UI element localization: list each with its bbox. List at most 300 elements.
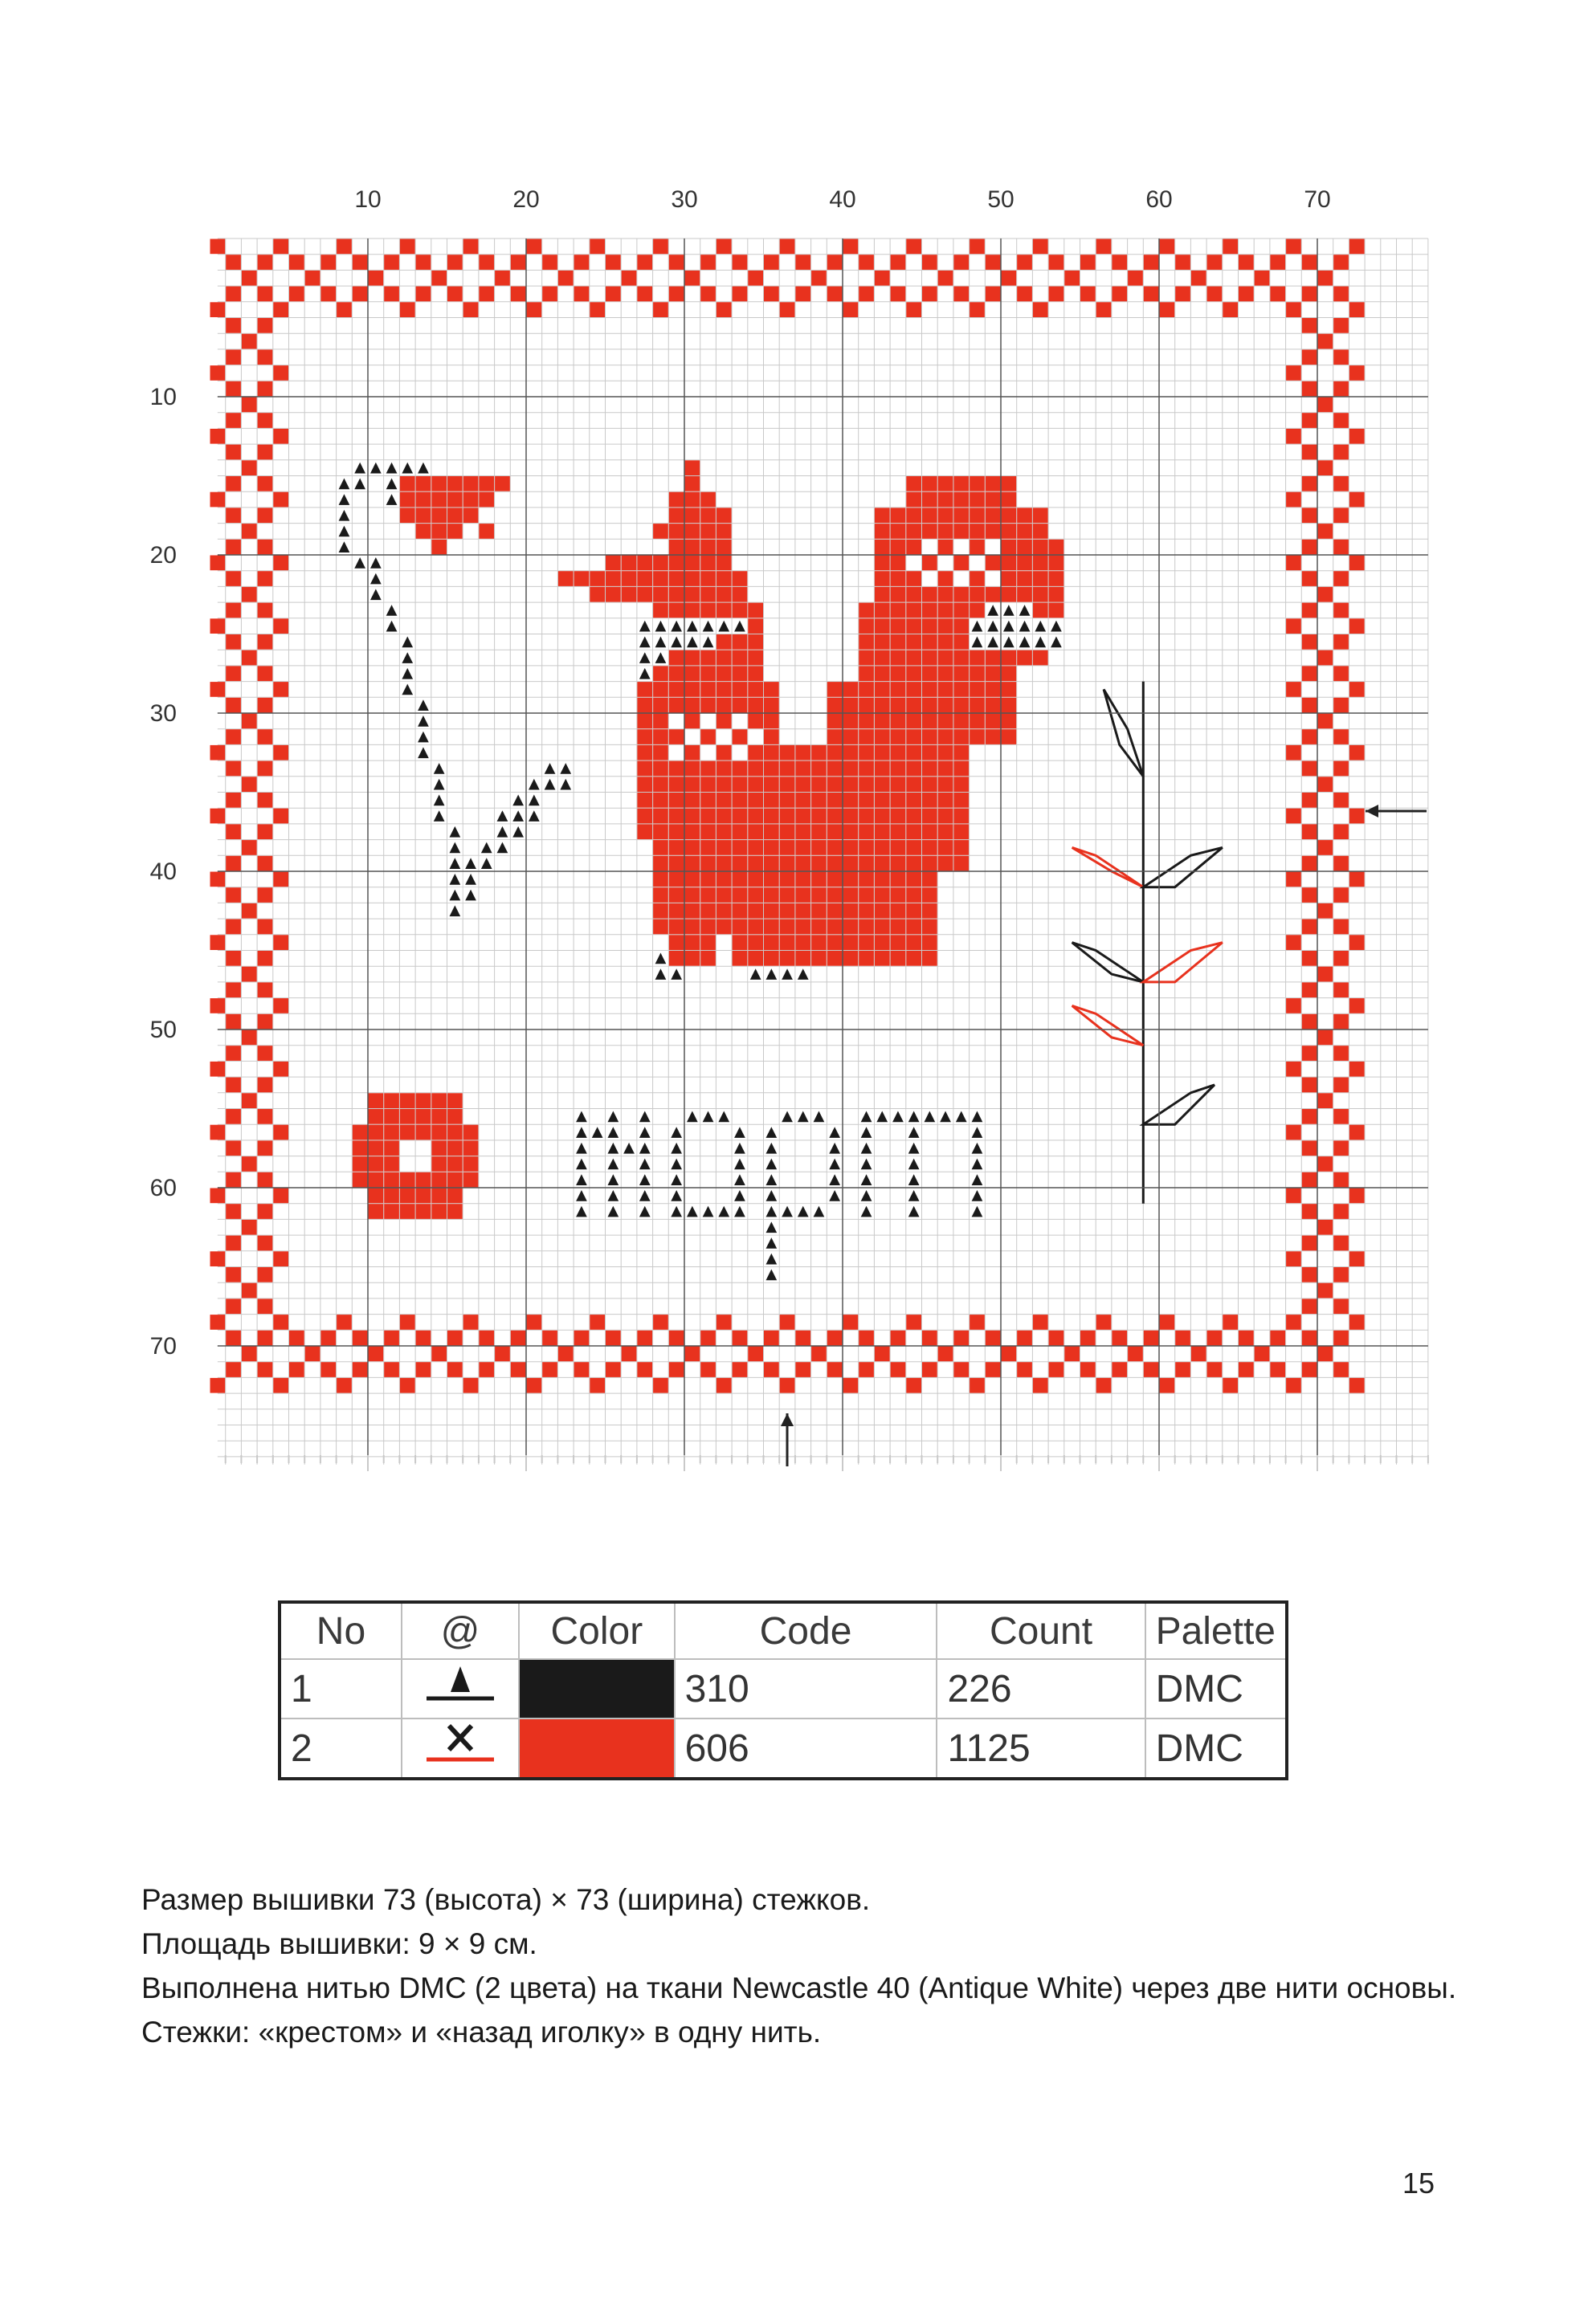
red-stitch	[653, 777, 668, 792]
red-stitch	[210, 872, 226, 887]
red-stitch	[273, 1251, 288, 1266]
red-stitch	[970, 714, 985, 729]
red-stitch	[906, 508, 921, 523]
red-stitch	[653, 524, 668, 539]
red-stitch	[875, 618, 890, 634]
red-stitch	[1349, 745, 1365, 760]
red-stitch	[891, 571, 906, 586]
red-stitch	[558, 1347, 574, 1362]
red-stitch	[891, 540, 906, 555]
red-stitch	[1318, 271, 1333, 286]
red-stitch	[637, 729, 652, 744]
red-stitch	[1333, 349, 1349, 365]
red-stitch	[922, 287, 937, 302]
red-stitch	[226, 1014, 241, 1029]
red-stitch	[400, 1204, 415, 1219]
red-stitch	[210, 556, 226, 571]
red-stitch	[1333, 666, 1349, 681]
red-stitch	[527, 1378, 542, 1393]
red-stitch	[922, 745, 937, 760]
red-stitch	[669, 524, 684, 539]
red-stitch	[700, 698, 716, 713]
red-stitch	[875, 1347, 890, 1362]
triangle-symbol-icon	[402, 1659, 519, 1719]
red-stitch	[1318, 714, 1333, 729]
red-stitch	[447, 1331, 463, 1346]
red-stitch	[369, 1347, 384, 1362]
red-stitch	[1080, 1331, 1096, 1346]
red-stitch	[891, 508, 906, 523]
red-stitch	[653, 239, 668, 255]
red-stitch	[795, 255, 810, 270]
red-stitch	[764, 840, 779, 855]
red-stitch	[1033, 556, 1048, 571]
red-stitch	[542, 1362, 557, 1377]
red-stitch	[764, 1362, 779, 1377]
red-stitch	[1333, 982, 1349, 997]
red-stitch	[273, 429, 288, 444]
stitches	[210, 239, 1365, 1393]
red-stitch	[733, 287, 748, 302]
red-stitch	[953, 1362, 969, 1377]
red-stitch	[700, 777, 716, 792]
red-stitch	[843, 729, 859, 744]
red-stitch	[416, 1362, 431, 1377]
red-stitch	[906, 887, 921, 903]
red-stitch	[1318, 650, 1333, 666]
red-stitch	[669, 255, 684, 270]
red-stitch	[1270, 287, 1285, 302]
red-stitch	[1333, 1331, 1349, 1346]
red-stitch	[1017, 556, 1032, 571]
red-stitch	[353, 1140, 368, 1156]
red-stitch	[1049, 587, 1064, 602]
red-stitch	[859, 729, 874, 744]
red-stitch	[795, 1331, 810, 1346]
red-stitch	[843, 809, 859, 824]
red-stitch	[1286, 556, 1301, 571]
red-stitch	[764, 903, 779, 919]
red-stitch	[273, 492, 288, 508]
red-stitch	[258, 951, 273, 966]
red-stitch	[1302, 919, 1317, 935]
red-stitch	[622, 1347, 637, 1362]
red-stitch	[431, 540, 447, 555]
red-stitch	[922, 492, 937, 508]
red-stitch	[986, 1362, 1001, 1377]
red-stitch	[859, 793, 874, 808]
red-stitch	[1302, 413, 1317, 428]
red-stitch	[1207, 287, 1223, 302]
red-stitch	[431, 1347, 447, 1362]
red-stitch	[733, 777, 748, 792]
red-stitch	[1207, 1362, 1223, 1377]
red-stitch	[891, 650, 906, 666]
red-stitch	[353, 1125, 368, 1140]
red-stitch	[875, 650, 890, 666]
red-stitch	[258, 729, 273, 744]
red-stitch	[827, 729, 843, 744]
red-stitch	[764, 714, 779, 729]
red-stitch	[1144, 1362, 1159, 1377]
red-stitch	[542, 287, 557, 302]
red-stitch	[258, 887, 273, 903]
red-stitch	[685, 935, 700, 950]
red-stitch	[780, 903, 795, 919]
red-stitch	[938, 603, 953, 618]
red-stitch	[289, 1331, 304, 1346]
red-stitch	[669, 508, 684, 523]
red-stitch	[669, 793, 684, 808]
red-stitch	[922, 761, 937, 777]
red-stitch	[1302, 634, 1317, 650]
red-stitch	[891, 666, 906, 681]
red-stitch	[811, 1347, 827, 1362]
red-stitch	[574, 571, 590, 586]
red-stitch	[922, 903, 937, 919]
pattern-description	[141, 1878, 1459, 2054]
red-stitch	[495, 271, 510, 286]
red-stitch	[953, 682, 969, 697]
red-stitch	[891, 587, 906, 602]
red-stitch	[1318, 1347, 1333, 1362]
table-row	[280, 1719, 1287, 1779]
red-stitch	[716, 666, 732, 681]
red-stitch	[431, 271, 447, 286]
red-stitch	[748, 603, 763, 618]
red-stitch	[1175, 255, 1190, 270]
red-stitch	[891, 951, 906, 966]
red-stitch	[384, 287, 399, 302]
red-stitch	[653, 556, 668, 571]
red-stitch	[258, 381, 273, 397]
red-stitch	[780, 887, 795, 903]
red-stitch	[875, 761, 890, 777]
red-stitch	[780, 840, 795, 855]
red-stitch	[400, 1125, 415, 1140]
red-stitch	[780, 761, 795, 777]
red-stitch	[400, 1378, 415, 1393]
red-stitch	[733, 935, 748, 950]
red-stitch	[748, 872, 763, 887]
red-stitch	[1349, 492, 1365, 508]
red-stitch	[891, 856, 906, 871]
header-code: Code	[675, 1602, 937, 1659]
red-stitch	[733, 682, 748, 697]
red-stitch	[827, 903, 843, 919]
red-stitch	[305, 1347, 320, 1362]
red-stitch	[875, 524, 890, 539]
red-stitch	[733, 1331, 748, 1346]
red-stitch	[891, 524, 906, 539]
red-stitch	[827, 793, 843, 808]
red-stitch	[242, 650, 257, 666]
red-stitch	[1002, 271, 1017, 286]
red-stitch	[733, 951, 748, 966]
red-stitch	[463, 1156, 479, 1172]
red-stitch	[875, 603, 890, 618]
red-stitch	[843, 302, 859, 317]
red-stitch	[590, 587, 605, 602]
red-stitch	[716, 587, 732, 602]
red-stitch	[906, 524, 921, 539]
red-stitch	[226, 698, 241, 713]
red-stitch	[843, 872, 859, 887]
red-stitch	[764, 255, 779, 270]
red-stitch	[700, 287, 716, 302]
red-stitch	[716, 714, 732, 729]
red-stitch	[511, 255, 526, 270]
red-stitch	[875, 903, 890, 919]
red-stitch	[859, 856, 874, 871]
red-stitch	[273, 1189, 288, 1204]
red-stitch	[447, 1093, 463, 1108]
red-stitch	[716, 508, 732, 523]
red-stitch	[938, 856, 953, 871]
red-stitch	[369, 271, 384, 286]
red-stitch	[733, 650, 748, 666]
red-stitch	[1333, 951, 1349, 966]
red-stitch	[479, 492, 494, 508]
red-stitch	[891, 682, 906, 697]
red-stitch	[938, 840, 953, 855]
red-stitch	[748, 919, 763, 935]
description-line: Размер вышивки 73 (высота) × 73 (ширина) стежков.	[141, 1883, 871, 1916]
red-stitch	[1333, 856, 1349, 871]
red-stitch	[891, 603, 906, 618]
red-stitch	[906, 919, 921, 935]
red-stitch	[400, 239, 415, 255]
red-stitch	[891, 887, 906, 903]
red-stitch	[637, 698, 652, 713]
red-stitch	[1333, 698, 1349, 713]
red-stitch	[716, 634, 732, 650]
red-stitch	[811, 887, 827, 903]
red-stitch	[369, 1204, 384, 1219]
red-stitch	[1286, 682, 1301, 697]
red-stitch	[447, 492, 463, 508]
red-stitch	[938, 540, 953, 555]
red-stitch	[859, 919, 874, 935]
red-stitch	[716, 571, 732, 586]
red-stitch	[906, 634, 921, 650]
row-code: 606	[675, 1719, 937, 1779]
red-stitch	[637, 571, 652, 586]
red-stitch	[226, 445, 241, 460]
red-stitch	[827, 951, 843, 966]
red-stitch	[606, 287, 621, 302]
red-stitch	[653, 729, 668, 744]
red-stitch	[258, 1014, 273, 1029]
red-stitch	[558, 271, 574, 286]
red-stitch	[906, 903, 921, 919]
red-stitch	[859, 682, 874, 697]
red-stitch	[1318, 524, 1333, 539]
red-stitch	[1286, 1189, 1301, 1204]
red-stitch	[1302, 1362, 1317, 1377]
red-stitch	[226, 856, 241, 871]
red-stitch	[384, 1125, 399, 1140]
red-stitch	[258, 318, 273, 333]
red-stitch	[384, 1189, 399, 1204]
red-stitch	[1002, 556, 1017, 571]
red-stitch	[384, 1362, 399, 1377]
red-stitch	[891, 777, 906, 792]
red-stitch	[1286, 809, 1301, 824]
red-stitch	[1349, 365, 1365, 381]
red-stitch	[258, 476, 273, 491]
red-stitch	[875, 809, 890, 824]
red-stitch	[226, 1331, 241, 1346]
red-stitch	[669, 809, 684, 824]
red-stitch	[1002, 714, 1017, 729]
red-stitch	[431, 1204, 447, 1219]
red-stitch	[685, 777, 700, 792]
red-stitch	[875, 856, 890, 871]
red-stitch	[700, 255, 716, 270]
red-stitch	[953, 714, 969, 729]
red-stitch	[970, 571, 985, 586]
red-stitch	[906, 650, 921, 666]
red-stitch	[210, 618, 226, 634]
red-stitch	[906, 872, 921, 887]
red-stitch	[1318, 967, 1333, 982]
red-stitch	[495, 476, 510, 491]
red-stitch	[764, 824, 779, 839]
red-stitch	[258, 1046, 273, 1061]
red-stitch	[685, 650, 700, 666]
column-label: 30	[671, 186, 698, 213]
red-stitch	[210, 1315, 226, 1330]
red-stitch	[795, 793, 810, 808]
red-stitch	[875, 714, 890, 729]
red-stitch	[258, 793, 273, 808]
red-stitch	[733, 856, 748, 871]
red-stitch	[1333, 1078, 1349, 1093]
red-stitch	[1302, 666, 1317, 681]
red-stitch	[511, 287, 526, 302]
red-stitch	[764, 951, 779, 966]
red-stitch	[1302, 951, 1317, 966]
red-stitch	[685, 460, 700, 475]
red-stitch	[685, 682, 700, 697]
red-stitch	[258, 287, 273, 302]
red-stitch	[1302, 982, 1317, 997]
red-stitch	[843, 1378, 859, 1393]
red-stitch	[891, 255, 906, 270]
red-stitch	[843, 777, 859, 792]
red-stitch	[859, 255, 874, 270]
red-stitch	[463, 1172, 479, 1188]
red-stitch	[1080, 255, 1096, 270]
red-stitch	[431, 1093, 447, 1108]
red-stitch	[780, 919, 795, 935]
red-stitch	[906, 476, 921, 491]
red-stitch	[273, 1378, 288, 1393]
red-stitch	[1302, 318, 1317, 333]
red-stitch	[1144, 287, 1159, 302]
red-stitch	[1017, 255, 1032, 270]
red-stitch	[479, 1331, 494, 1346]
red-stitch	[463, 1140, 479, 1156]
red-stitch	[700, 508, 716, 523]
red-stitch	[748, 777, 763, 792]
red-stitch	[795, 777, 810, 792]
red-stitch	[811, 872, 827, 887]
red-stitch	[700, 761, 716, 777]
red-stitch	[780, 1378, 795, 1393]
red-stitch	[685, 587, 700, 602]
red-stitch	[922, 255, 937, 270]
red-stitch	[1333, 1267, 1349, 1282]
red-stitch	[1318, 840, 1333, 855]
red-stitch	[906, 698, 921, 713]
row-label: 20	[149, 542, 177, 569]
red-stitch	[1223, 302, 1238, 317]
red-stitch	[1302, 603, 1317, 618]
red-stitch	[700, 951, 716, 966]
red-stitch	[748, 809, 763, 824]
red-stitch	[716, 603, 732, 618]
red-stitch	[273, 935, 288, 950]
red-stitch	[637, 1331, 652, 1346]
red-stitch	[1349, 1125, 1365, 1140]
column-label: 60	[1145, 186, 1173, 213]
red-stitch	[906, 666, 921, 681]
red-stitch	[258, 698, 273, 713]
red-stitch	[906, 714, 921, 729]
row-label: 70	[149, 1333, 177, 1360]
red-stitch	[1302, 1299, 1317, 1314]
red-stitch	[970, 698, 985, 713]
red-stitch	[906, 840, 921, 855]
red-stitch	[637, 745, 652, 760]
red-stitch	[811, 745, 827, 760]
red-stitch	[843, 951, 859, 966]
red-stitch	[669, 650, 684, 666]
red-stitch	[637, 809, 652, 824]
red-stitch	[906, 793, 921, 808]
red-stitch	[748, 714, 763, 729]
red-stitch	[827, 761, 843, 777]
red-stitch	[1096, 1315, 1112, 1330]
red-stitch	[780, 745, 795, 760]
red-stitch	[843, 824, 859, 839]
red-stitch	[906, 682, 921, 697]
row-no: 1	[280, 1659, 402, 1719]
red-stitch	[970, 524, 985, 539]
red-stitch	[780, 1315, 795, 1330]
red-stitch	[891, 1331, 906, 1346]
red-stitch	[716, 239, 732, 255]
red-stitch	[1333, 1014, 1349, 1029]
red-stitch	[748, 761, 763, 777]
table-header-row	[280, 1602, 1287, 1659]
red-stitch	[210, 1125, 226, 1140]
red-stitch	[369, 1156, 384, 1172]
red-stitch	[653, 887, 668, 903]
red-stitch	[970, 650, 985, 666]
red-stitch	[827, 887, 843, 903]
red-stitch	[273, 998, 288, 1013]
red-stitch	[827, 682, 843, 697]
red-stitch	[400, 476, 415, 491]
red-stitch	[258, 982, 273, 997]
red-stitch	[922, 508, 937, 523]
red-stitch	[226, 793, 241, 808]
red-stitch	[1333, 1299, 1349, 1314]
red-stitch	[811, 809, 827, 824]
